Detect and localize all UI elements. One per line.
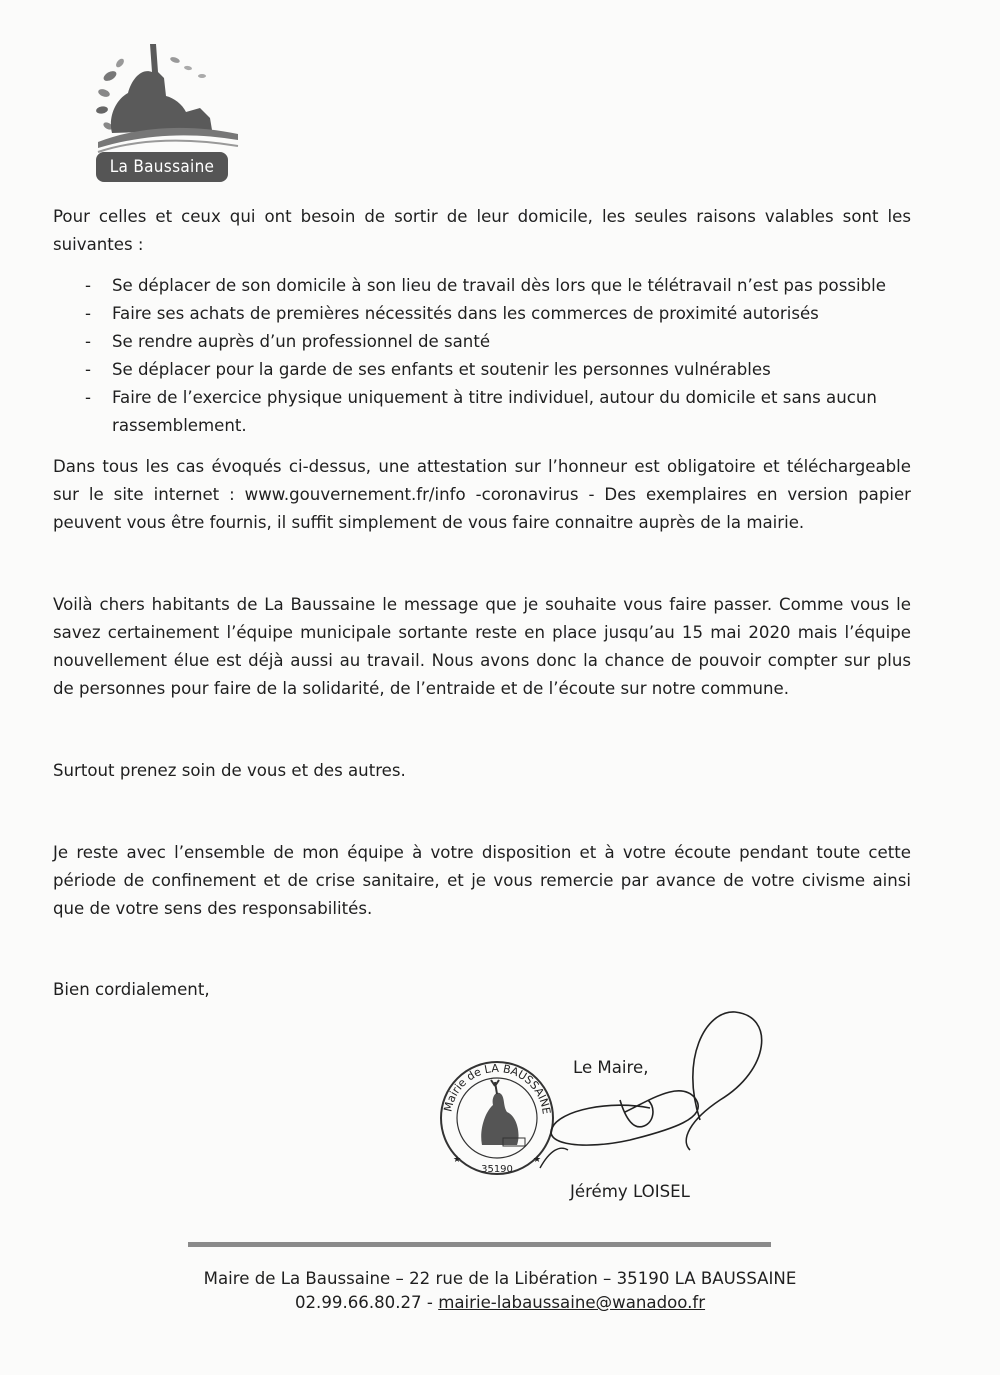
reason-text: Se rendre auprès d’un professionnel de santé	[112, 332, 491, 351]
reason-text: Se déplacer pour la garde de ses enfants et soutenir les personnes vulnérables	[112, 360, 771, 379]
stamp-code: 35190	[481, 1164, 513, 1175]
email-link[interactable]: mairie-labaussaine@wanadoo.fr	[438, 1293, 706, 1312]
list-item	[85, 384, 915, 440]
logo-text: La Baussaine	[96, 152, 228, 182]
reasons-list	[85, 272, 915, 440]
intro-text: Pour celles et ceux qui ont besoin de sortir de leur domicile, les seules raisons valables sont les suivantes :	[53, 207, 911, 254]
signer-name: Jérémy LOISEL	[570, 1182, 690, 1201]
list-item	[85, 272, 915, 300]
attestation-paragraph: Dans tous les cas évoqués ci-dessus, une attestation sur l’honneur est obligatoire et téléchargeable sur le site internet : www.gouvernement.fr/info -coronavirus - Des exemplaires en version papier peuvent vous être fournis, il suffit simplement de vous faire connaitre auprès de la mairie.	[53, 457, 911, 532]
list-item	[85, 356, 915, 384]
bullet-marker: -	[85, 388, 91, 407]
bullet-marker: -	[85, 304, 91, 323]
list-item	[85, 300, 915, 328]
message-paragraph: Voilà chers habitants de La Baussaine le message que je souhaite vous faire passer. Comme vous le savez certainement l’équipe municipale sortante reste en place jusqu’au 15 mai 2020 mais l’équipe nouvellement élue est déjà aussi au travail. Nous avons donc la chance de pouvoir compter sur plus de personnes pour faire de la solidarité, de l’entraide et de l’écoute sur notre commune.	[53, 595, 911, 698]
handwritten-signature	[530, 1000, 790, 1180]
intro-paragraph	[53, 203, 911, 259]
disposition-paragraph: Je reste avec l’ensemble de mon équipe à votre disposition et à votre écoute pendant toute cette période de confinement et de crise sanitaire, et je vous remercie par avance de votre civisme ainsi que de votre sens des responsabilités.	[53, 843, 911, 918]
reason-text: Se déplacer de son domicile à son lieu de travail dès lors que le télétravail n’est pas possible	[112, 276, 886, 295]
bullet-marker: -	[85, 276, 91, 295]
reason-text: Faire de l’exercice physique uniquement à titre individuel, autour du domicile et sans aucun rassemblement.	[112, 388, 877, 435]
svg-text:★: ★	[453, 1155, 462, 1165]
footer-address: Maire de La Baussaine – 22 rue de la Libération – 35190 LA BAUSSAINE	[203, 1269, 797, 1288]
reason-text: Faire ses achats de premières nécessités dans les commerces de proximité autorisés	[112, 304, 819, 323]
care-paragraph: Surtout prenez soin de vous et des autres.	[53, 761, 406, 780]
bullet-marker: -	[85, 332, 91, 351]
signer-title: Le Maire,	[573, 1058, 649, 1077]
stamp-text: Mairie de LA BAUSSAINE	[441, 1061, 553, 1116]
footer-phone: 02.99.66.80.27	[294, 1293, 422, 1312]
footer-divider	[188, 1242, 771, 1247]
svg-text:★: ★	[533, 1155, 542, 1165]
footer-contact	[0, 1291, 1000, 1315]
closing-line: Bien cordialement,	[53, 980, 210, 999]
list-item	[85, 328, 915, 356]
footer-separator: -	[426, 1293, 433, 1312]
bullet-marker: -	[85, 360, 91, 379]
